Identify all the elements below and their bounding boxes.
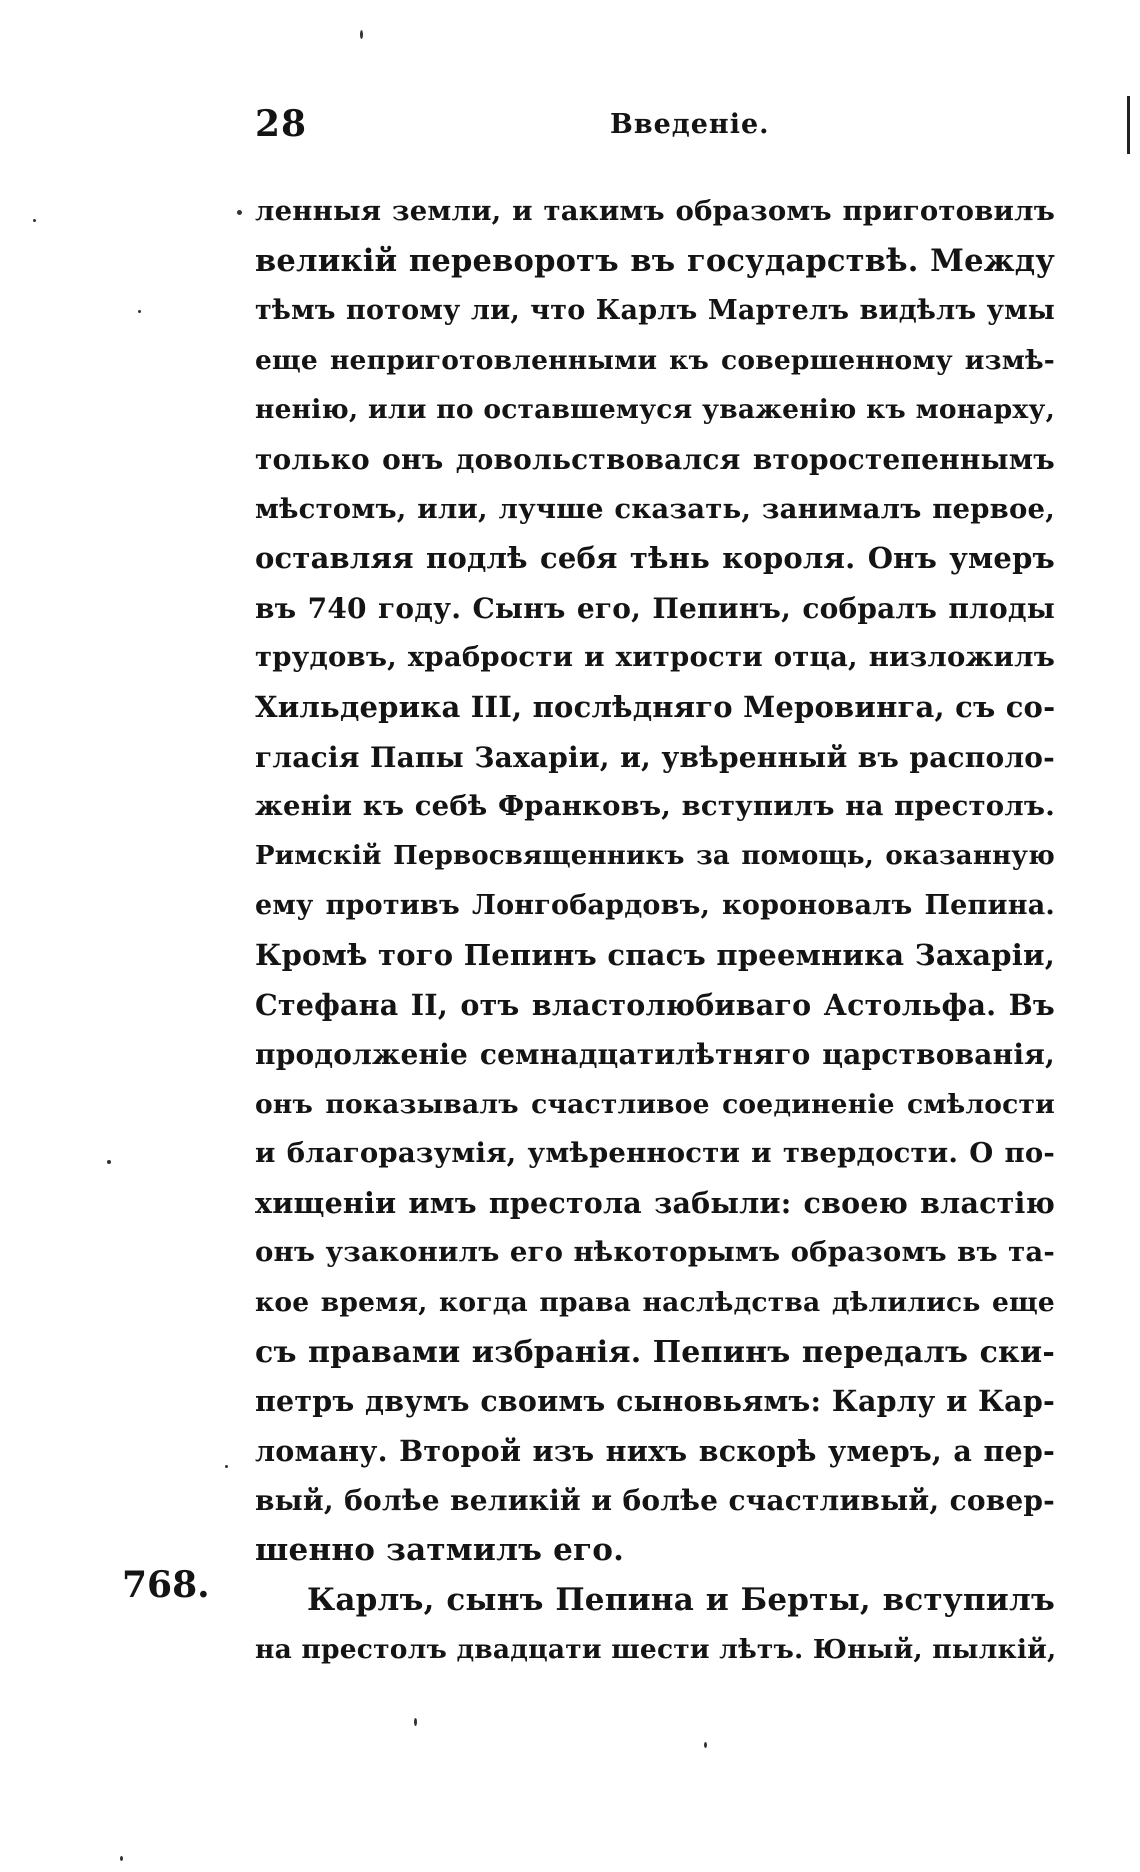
edge-mark (1127, 96, 1130, 154)
scan-speck (704, 1742, 707, 1748)
text-line: съ правами избранія. Пепинъ передалъ ски- (255, 1334, 1055, 1370)
running-head: Введеніе. (610, 109, 770, 140)
text-line: оставляя подлѣ себя тѣнь короля. Онъ умеръ (255, 541, 1055, 576)
scan-speck (237, 210, 242, 215)
text-line: трудовъ, храбрости и хитрости отца, низложилъ (255, 641, 1055, 674)
body-text (255, 187, 1055, 1675)
text-line: въ 740 году. Сынъ его, Пепинъ, собралъ плоды (255, 591, 1055, 625)
text-line: мѣстомъ, или, лучше сказать, занималъ первое, (255, 492, 1055, 525)
text-line: кое время, когда права наслѣдства дѣлились еще (255, 1287, 1055, 1319)
text-line: великій переворотъ въ государствѣ. Между (255, 242, 1055, 279)
text-line: ему противъ Лонгобардовъ, короновалъ Пепина. (255, 890, 1055, 922)
page-number: 28 (255, 103, 308, 145)
text-line: продолженіе семнадцатилѣтняго царствованія, (255, 1038, 1055, 1072)
text-line: Хильдерика III, послѣдняго Меровинга, съ со- (255, 689, 1056, 724)
text-line: женіи къ себѣ Франковъ, вступилъ на престолъ. (255, 790, 1055, 823)
text-line: тѣмъ потому ли, что Карлъ Мартелъ видѣлъ умы (255, 295, 1055, 327)
text-line: вый, болѣе великій и болѣе счастливый, совер- (255, 1484, 1055, 1518)
margin-year-note: 768. (122, 1564, 210, 1606)
text-line: петръ двумъ своимъ сыновьямъ: Карлу и Кар- (255, 1384, 1055, 1419)
scan-speck (360, 30, 363, 39)
text-line: гласія Папы Захаріи, и, увѣренный въ располо- (255, 740, 1055, 774)
text-line: хищеніи имъ престола забыли: своею властію (255, 1185, 1055, 1220)
text-line: только онъ довольствовался второстепеннымъ (255, 442, 1055, 476)
text-line: ломану. Второй изъ нихъ вскорѣ умеръ, а пер- (255, 1433, 1055, 1468)
scan-speck (120, 1856, 123, 1861)
scan-speck (107, 1160, 111, 1164)
paragraph-end-line: шенно затмилъ его. (255, 1532, 625, 1569)
text-line: Стефана II, отъ властолюбиваго Астольфа. Въ (255, 987, 1055, 1022)
text-line: Кромѣ того Пепинъ спасъ преемника Захаріи, (255, 937, 1055, 972)
scan-speck (138, 310, 141, 313)
scan-speck (33, 219, 36, 222)
text-line: ленныя земли, и такимъ образомъ приготовилъ (255, 195, 1055, 227)
text-line: онъ узаконилъ его нѣкоторымъ образомъ въ та- (255, 1236, 1055, 1269)
text-line: и благоразумія, умѣренности и твердости. О по- (255, 1137, 1055, 1170)
page-header (255, 103, 1055, 155)
text-line: еще неприготовленными къ совершенному измѣ- (255, 344, 1055, 376)
text-line: онъ показывалъ счастливое соединеніе смѣлости (255, 1088, 1055, 1120)
text-line: ненію, или по оставшемуся уваженію къ монарху, (255, 394, 1055, 426)
scan-speck (414, 1718, 417, 1726)
text-line: Римскій Первосвященникъ за помощь, оказанную (255, 840, 1055, 871)
text-line: на престолъ двадцати шести лѣтъ. Юный, пылкій, (255, 1634, 1057, 1666)
scan-speck (225, 1465, 228, 1468)
paragraph-start-line: Карлъ, сынъ Пепина и Берты, вступилъ (307, 1581, 1055, 1618)
